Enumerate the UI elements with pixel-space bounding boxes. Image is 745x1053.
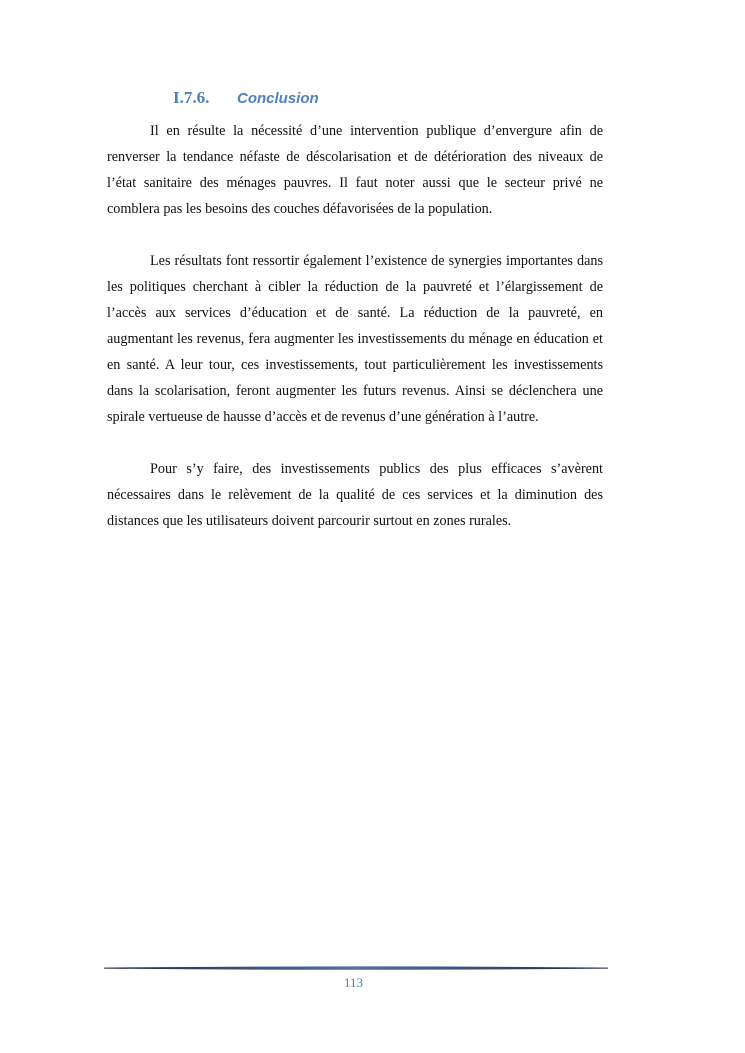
section-title: Conclusion — [237, 90, 319, 107]
body-text — [107, 118, 603, 534]
page-number: 113 — [343, 975, 364, 990]
footer-divider — [104, 965, 608, 971]
paragraph: Les résultats font ressortir également l’existence de synergies importantes dans les politiques cherchant à cibler la réduction de la pauvreté et l’élargissement de l’accès aux services d’éducation et de santé. La réduction de la pauvreté, en augmentant les revenus, fera augmenter les investissements du ménage en éducation et en santé. A leur tour, ces investissements, tout particulièrement les investissements dans la scolarisation, feront augmenter les futurs revenus. Ainsi se déclenchera une spirale vertueuse de hausse d’accès et de revenus d’une génération à l’autre. — [107, 253, 603, 425]
section-heading — [173, 88, 319, 108]
section-number: I.7.6. — [173, 88, 210, 107]
paragraph: Il en résulte la nécessité d’une intervention publique d’envergure afin de renverser la tendance néfaste de déscolarisation et de détérioration des niveaux de l’état sanitaire des ménages pauvres. Il faut noter aussi que le secteur privé ne comblera pas les besoins des couches défavorisées de la population. — [107, 123, 603, 217]
paragraph: Pour s’y faire, des investissements publics des plus efficaces s’avèrent nécessaires dans le relèvement de la qualité de ces services et la diminution des distances que les utilisateurs doivent parcourir surtout en zones rurales. — [107, 461, 603, 529]
